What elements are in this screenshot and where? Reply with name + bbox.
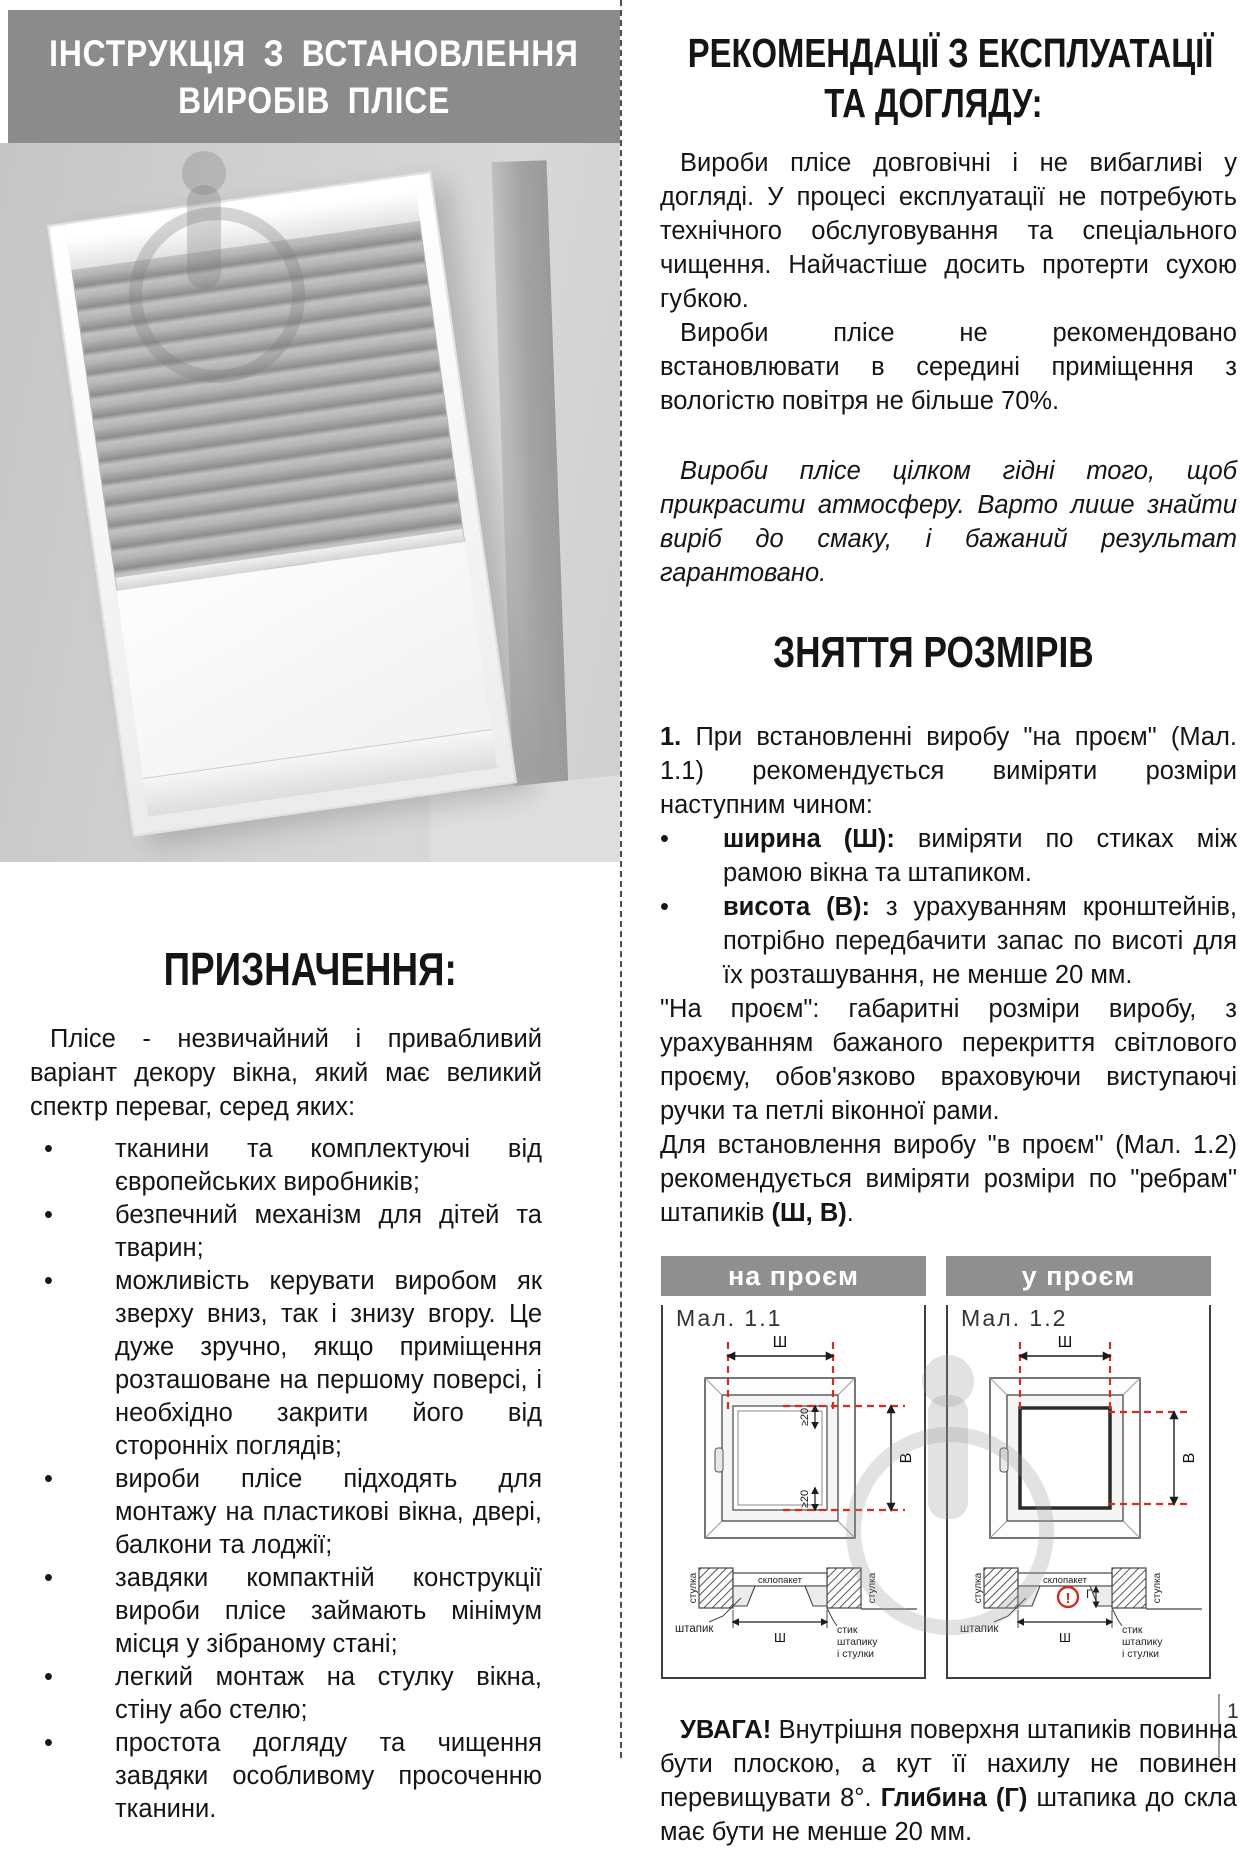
diagram-u-proem [946, 1256, 1211, 1679]
list-item-width [660, 822, 1237, 890]
purpose-bullet-list [30, 1133, 542, 1826]
pleated-blind [71, 221, 463, 577]
window-handle-icon [1000, 1448, 1008, 1472]
list-item: • завдяки компактній конструкції вироби плісе займають мінімум місця у зібраному стані; [30, 1562, 542, 1661]
watermark-pin-head [182, 151, 226, 195]
measurement-heading: ЗНЯТТЯ РОЗМІРІВ [773, 628, 1094, 677]
diagram-na-proem-header: на проєм [661, 1256, 926, 1296]
attention-text-2: штапика до скла має бути не менше 20 мм. [660, 1784, 1237, 1846]
svg-text:штапик: штапик [959, 1623, 998, 1635]
figure-label: Мал. 1.1 [676, 1305, 783, 1331]
diagram-u-proem-header: у проєм [946, 1256, 1211, 1296]
care-paragraph-3: Вироби плісе цілком гідні того, щоб прикрасити атмосферу. Варто лише знайти виріб до смаку, і бажаний результат гарантовано. [660, 457, 1237, 587]
svg-text:стик: стик [836, 1624, 858, 1636]
attention-word: УВАГА! [680, 1716, 772, 1744]
window [47, 171, 517, 837]
svg-text:склопакет: склопакет [757, 1575, 802, 1586]
svg-text:і стулки: і стулки [1121, 1648, 1159, 1660]
step1-text: При встановленні виробу "на проєм" (Мал. 1.1) рекомендується виміряти розміри наступним чином: [660, 723, 1238, 819]
svg-text:≥20: ≥20 [798, 1407, 811, 1427]
svg-text:Г: Г [1085, 1587, 1092, 1601]
list-item-height [660, 890, 1237, 992]
list-item: • легкий монтаж на стулку вікна, стіну або стелю; [30, 1661, 542, 1727]
svg-text:склопакет: склопакет [1042, 1575, 1087, 1586]
purpose-intro-paragraph: Плісе - незвичайний і привабливий варіант декору вікна, який має великий спектр переваг, серед яких: [30, 1025, 542, 1121]
care-paragraph-1: Вироби плісе довговічні і не вибагливі у догляді. У процесі експлуатації не потребують технічного обслуговування та спеціального чищення. Найчастіше досить протерти сухою губкою. [660, 149, 1237, 313]
svg-text:Ш: Ш [772, 1334, 787, 1351]
diagram-na-proem [661, 1256, 926, 1679]
page-number: 1 [1227, 1700, 1239, 1723]
svg-text:стулка: стулка [687, 1572, 699, 1604]
attention-text-1: Внутрішня поверхня штапиків повинна бути плоскою, а кут її нахилу не повинен перевищувати 8°. [660, 1716, 1237, 1812]
list-item: • вироби плісе підходять для монтажу на пластикові вікна, двері, балкони та лоджії; [30, 1463, 542, 1562]
height-term: висота (В): [723, 893, 870, 921]
depth-term: Глибина (Г) [880, 1784, 1028, 1812]
attention-paragraph [660, 1713, 1237, 1849]
v-proem-paragraph: Для встановлення виробу "в проєм" (Мал. 1.2) рекомендується виміряти розміри по "ребрам" штапиків (Ш, В). [660, 1131, 1237, 1227]
svg-text:стулка: стулка [1151, 1572, 1163, 1604]
diagram-na-proem-body [661, 1305, 926, 1679]
step1-number: 1. [660, 723, 682, 751]
svg-text:Ш: Ш [773, 1630, 786, 1645]
main-title-banner [8, 10, 620, 143]
height-text: з урахуванням кронштейнів, потрібно передбачити запас по висоті для їх розташування, не менше 20 мм. [723, 893, 1237, 989]
svg-text:!: ! [1065, 1590, 1070, 1607]
diagram-u-proem-body [946, 1305, 1211, 1679]
measurement-diagrams [661, 1256, 1245, 1679]
svg-text:стулка: стулка [972, 1572, 984, 1604]
purpose-heading: ПРИЗНАЧЕННЯ: [163, 943, 457, 995]
main-title-line2: ВИРОБІВ ПЛІСЕ [177, 79, 451, 121]
svg-text:стик: стик [1121, 1624, 1143, 1636]
figure-label: Мал. 1.2 [961, 1305, 1068, 1331]
list-item: • тканини та комплектуючі від європейських виробників; [30, 1133, 542, 1199]
svg-text:В: В [1180, 1452, 1198, 1464]
svg-text:Ш: Ш [1058, 1630, 1071, 1645]
list-item: • безпечний механізм для дітей та тварин; [30, 1199, 542, 1265]
svg-text:В: В [897, 1452, 915, 1464]
svg-text:стулка: стулка [866, 1572, 878, 1604]
step1-paragraph [660, 720, 1237, 822]
width-term: ширина (Ш): [723, 825, 895, 853]
svg-text:Ш: Ш [1057, 1334, 1072, 1351]
window-measure-drawing-1 [665, 1332, 923, 1666]
right-column [622, 0, 1245, 1846]
product-photo [0, 143, 620, 862]
svg-text:штапику: штапику [836, 1636, 877, 1648]
svg-text:штапику: штапику [1121, 1636, 1162, 1648]
main-title-line1: ІНСТРУКЦІЯ З ВСТАНОВЛЕННЯ [49, 32, 579, 74]
list-item: • простота догляду та чищення завдяки особливому просоченню тканини. [30, 1727, 542, 1826]
width-text: виміряти по стиках між рамою вікна та штапиком. [723, 825, 1238, 887]
care-paragraph-2: Вироби плісе не рекомендовано встановлювати в середині приміщення з вологістю повітря не більше 70%. [660, 319, 1237, 415]
window-handle-icon [715, 1448, 723, 1472]
na-proem-paragraph: "На проєм": габаритні розміри виробу, з урахуванням бажаного перекриття світлового проєму, обов'язково враховуючи виступаючі ручки та петлі віконної рами. [660, 995, 1237, 1125]
recommendations-heading: РЕКОМЕНДАЦІЇ З ЕКСПЛУАТАЦІЇ ТА ДОГЛЯДУ: [687, 30, 1214, 126]
svg-text:≥20: ≥20 [798, 1489, 811, 1509]
svg-text:штапик: штапик [674, 1623, 713, 1635]
svg-text:і стулки: і стулки [836, 1648, 874, 1660]
list-item: • можливість керувати виробом як зверху вниз, так і знизу вгору. Це дуже зручно, якщо приміщення розташоване на першому поверсі, і необхідно закрити його від сторонніх поглядів; [30, 1265, 542, 1463]
window-measure-drawing-2 [950, 1332, 1208, 1666]
